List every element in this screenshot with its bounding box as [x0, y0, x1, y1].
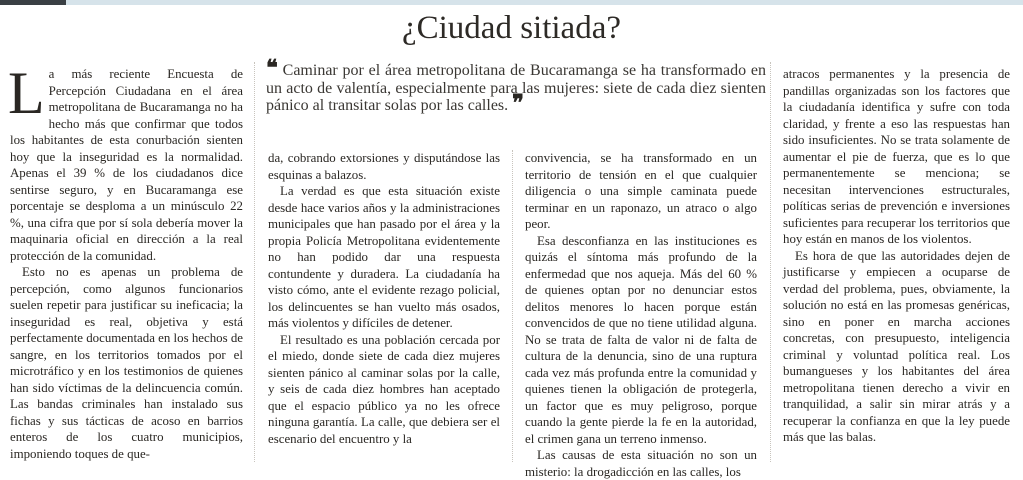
pull-quote-text: Caminar por el área metropolitana de Bucaramanga se ha transformado en un acto de valentía, especialmente para las mujeres: siete de cada diez sienten pánico al transitar solas por las calles.	[266, 62, 767, 114]
paragraph: La más reciente Encuesta de Percepción Ciudadana en el área metropolitana de Bucaramanga no ha hecho más que confirmar que todos los habitantes de esta conurbación sienten hoy que la inseguridad es la normalidad. Apenas el 39 % de los ciudadanos dice sentirse seguro, y en Bucaramanga ese porcentaje se desploma a un minúsculo 22 %, una cifra que por sí sola debería mover la maquinaria oficial en dirección a la real protección de la comunidad.	[8, 60, 243, 263]
column-4	[783, 66, 1010, 446]
column-3	[525, 150, 757, 480]
paragraph: Esa desconfianza en las instituciones es quizás el síntoma más profundo de la enfermedad que nos aqueja. Más del 60 % de quienes optan por no denunciar estos delitos menores lo hacen porque están convencidos de que no tiene utilidad alguna. No se trata de falta de valor ni de falta de cultura de la denuncia, sino de una ruptura cada vez más profunda entre la comunidad y quienes tienen la obligación de protegerla, un factor que es muy peligroso, porque cuando la gente pierde la fe en la autoridad, el crimen gana un terreno inmenso.	[525, 233, 757, 446]
paragraph: da, cobrando extorsiones y disputándose las esquinas a balazos.	[268, 151, 500, 182]
column-1	[8, 60, 244, 462]
paragraph: Las causas de esta situación no son un misterio: la drogadicción en las calles, los	[525, 448, 757, 479]
close-quote-icon: ❞	[512, 90, 524, 116]
paragraph: Esto no es apenas un problema de percepción, como algunos funcionarios suelen repetir para justificar su ineficacia; la inseguridad es real, objetiva y está perfectamente documentada en los hechos de sangre, en los territorios tomados por el microtráfico y en los testimonios de quienes han sido víctimas de la delincuencia común. Las bandas criminales han instalado sus fichas y sus tácticas de acoso en barrios enteros de los cuatro municipios, imponiendo toques de que-	[10, 265, 244, 461]
drop-cap: L	[8, 60, 45, 126]
column-divider	[512, 150, 514, 462]
paragraph: convivencia, se ha transformado en un territorio de tensión en el que cualquier diligencia o una simple caminata puede terminar en un raponazo, un atraco o algo peor.	[525, 151, 757, 231]
column-divider	[770, 62, 772, 462]
open-quote-icon: ❝	[266, 55, 278, 81]
paragraph: atracos permanentes y la presencia de pandillas organizadas son los factores que la ciudadanía identifica y sufre con toda claridad, y frente a eso las respuestas han sido insuficientes. No se trata solamente de aumentar el pie de fuerza, que es lo que permanentemente se menciona; se necesitan intervenciones estructurales, políticas serias de prevención e inversiones suficientes para recuperar los territorios que hoy están en manos de los violentos.	[783, 67, 1010, 246]
top-color-bar	[0, 0, 1023, 5]
pull-quote	[266, 55, 767, 116]
top-section-marker	[0, 0, 66, 5]
paragraph: La verdad es que esta situación existe desde hace varios años y la administraciones municipales que han pasado por el área y la propia Policía Metropolitana evidentemente no han podido dar una respuesta contundente y duradera. La ciudadanía ha visto cómo, ante el evidente rezago policial, los delincuentes se han vuelto más osados, más violentos y difíciles de detener.	[268, 184, 500, 330]
column-2	[268, 150, 500, 447]
column-divider	[254, 62, 256, 462]
paragraph: Es hora de que las autoridades dejen de justificarse y empiecen a ocuparse de verdad del problema, pues, obviamente, la solución no está en las promesas genéricas, sino en poner en marcha acciones concretas, con presupuesto, inteligencia criminal y voluntad política real. Los bumangueses y los habitantes del área metropolitana tienen derecho a vivir en tranquilidad, a salir sin mirar atrás y a recuperar la confianza en que la ley puede más que las balas.	[783, 248, 1010, 444]
paragraph: El resultado es una población cercada por el miedo, donde siete de cada diez mujeres sienten pánico al caminar solas por la calle, y seis de cada diez hombres han aceptado que el espacio público ya no les ofrece ninguna garantía. La calle, que debiera ser el escenario del encuentro y la	[268, 332, 500, 446]
headline: ¿Ciudad sitiada?	[401, 10, 621, 46]
